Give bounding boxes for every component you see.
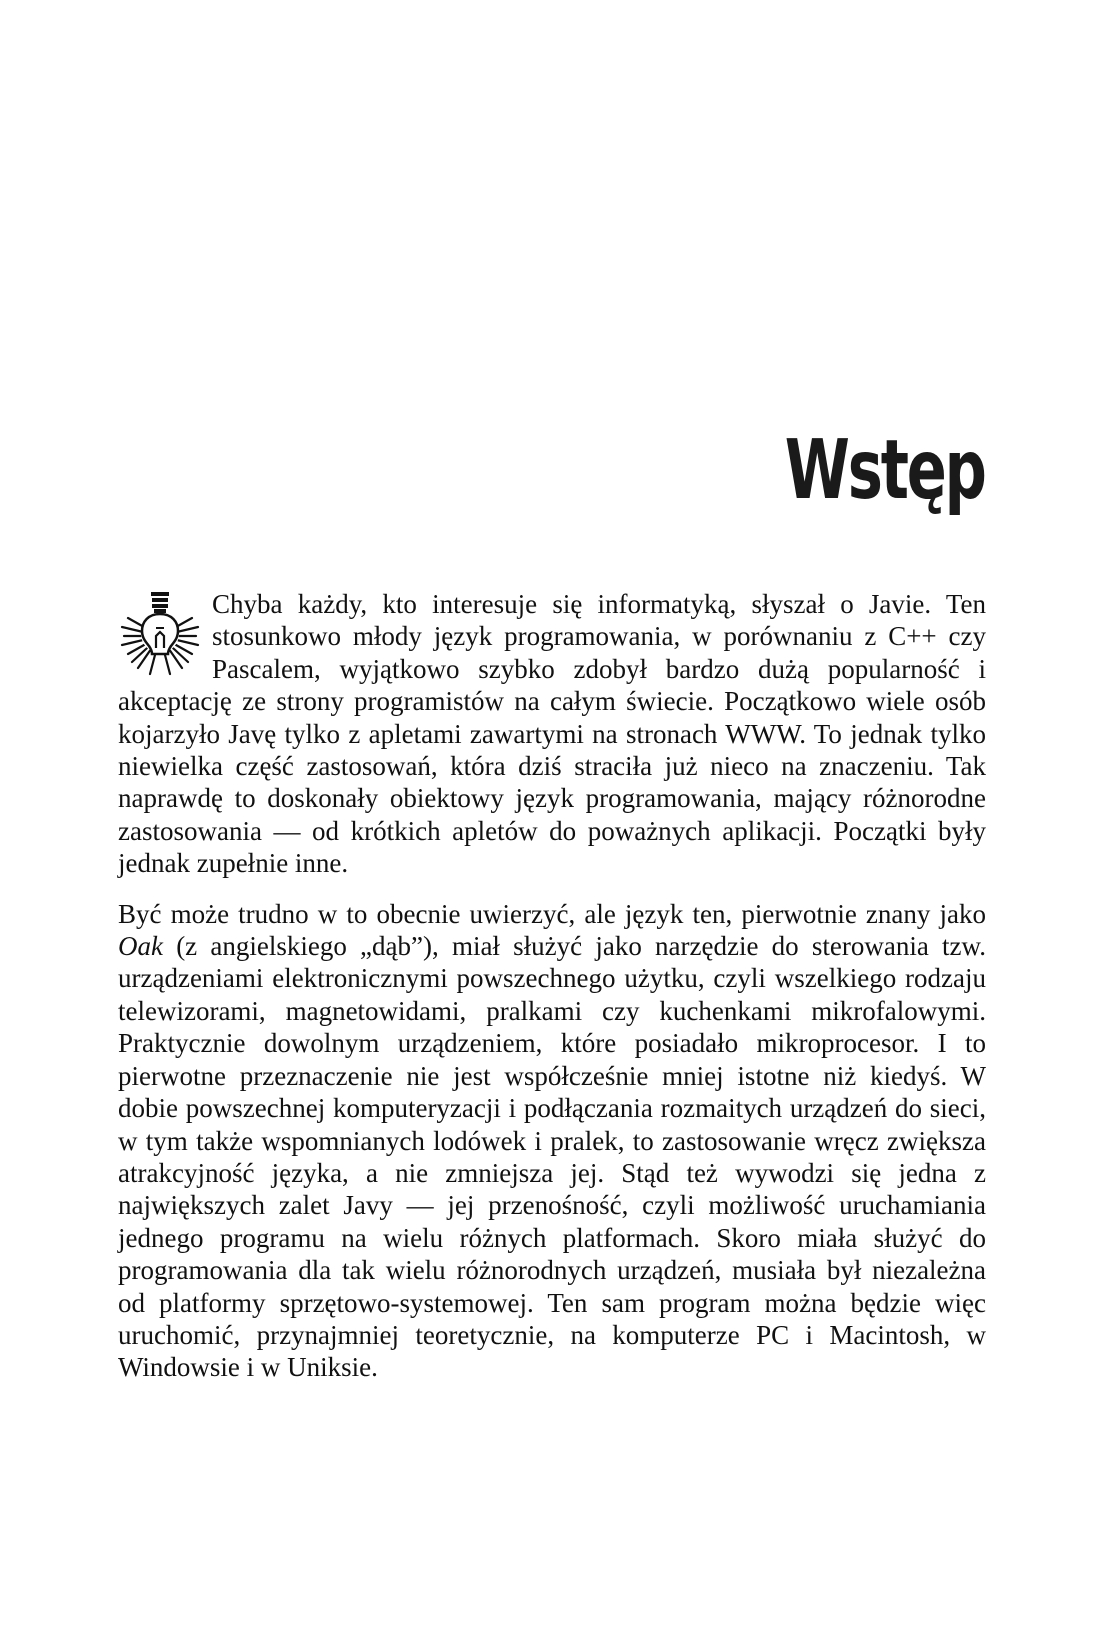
paragraph-history-text-start: Być może trudno w to obecnie uwierzyć, ale język ten, pierwotnie znany jako: [118, 898, 986, 929]
oak-term: Oak: [118, 931, 163, 962]
chapter-title: Wstęp: [785, 423, 985, 518]
paragraph-history: [118, 898, 986, 1384]
lightbulb-icon: [118, 588, 206, 680]
chapter-body: [118, 588, 986, 1384]
paragraph-intro-text: Chyba każdy, kto interesuje się informatyką, słyszał o Javie. Ten stosunkowo młody język programowania, w porównaniu z C++ czy Pascalem, wyjątkowo szybko zdobył bardzo dużą popularność i akceptację ze strony programistów na całym świecie. Początkowo wiele osób kojarzyło Javę tylko z apletami zawartymi na stronach WWW. To jednak tylko niewielka część zastosowań, która dziś straciła już nieco na znaczeniu. Tak naprawdę to doskonały obiektowy język programowania, mający różnorodne zastosowania — od krótkich apletów do poważnych aplikacji. Początki były jednak zupełnie inne.: [118, 589, 986, 879]
paragraph-history-text-end: (z angielskiego „dąb”), miał służyć jako narzędzie do sterowania tzw. urządzeniami elektronicznymi powszechnego użytku, czyli wszelkiego rodzaju telewizorami, magnetowidami, pralkami czy kuchenkami mikrofalowymi. Praktycznie dowolnym urządzeniem, które posiadało mikroprocesor. I to pierwotne przeznaczenie nie jest współcześnie mniej istotne niż kiedyś. W dobie powszechnej komputeryzacji i podłączania rozmaitych urządzeń do sieci, w tym także wspomnianych lodówek i pralek, to zastosowanie wręcz zwiększa atrakcyjność języka, a nie zmniejsza jej. Stąd też wywodzi się jedna z największych zalet Javy — jej przenośność, czyli możliwość uruchamiania jednego programu na wielu różnych platformach. Skoro miała służyć do programowania dla tak wielu różnorodnych urządzeń, musiała był niezależna od platformy sprzętowo-systemowej. Ten sam program można będzie więc uruchomić, przynajmniej teoretycznie, na komputerze PC i Macintosh, w Windowsie i w Uniksie.: [118, 931, 986, 1383]
paragraph-intro: [118, 588, 986, 880]
